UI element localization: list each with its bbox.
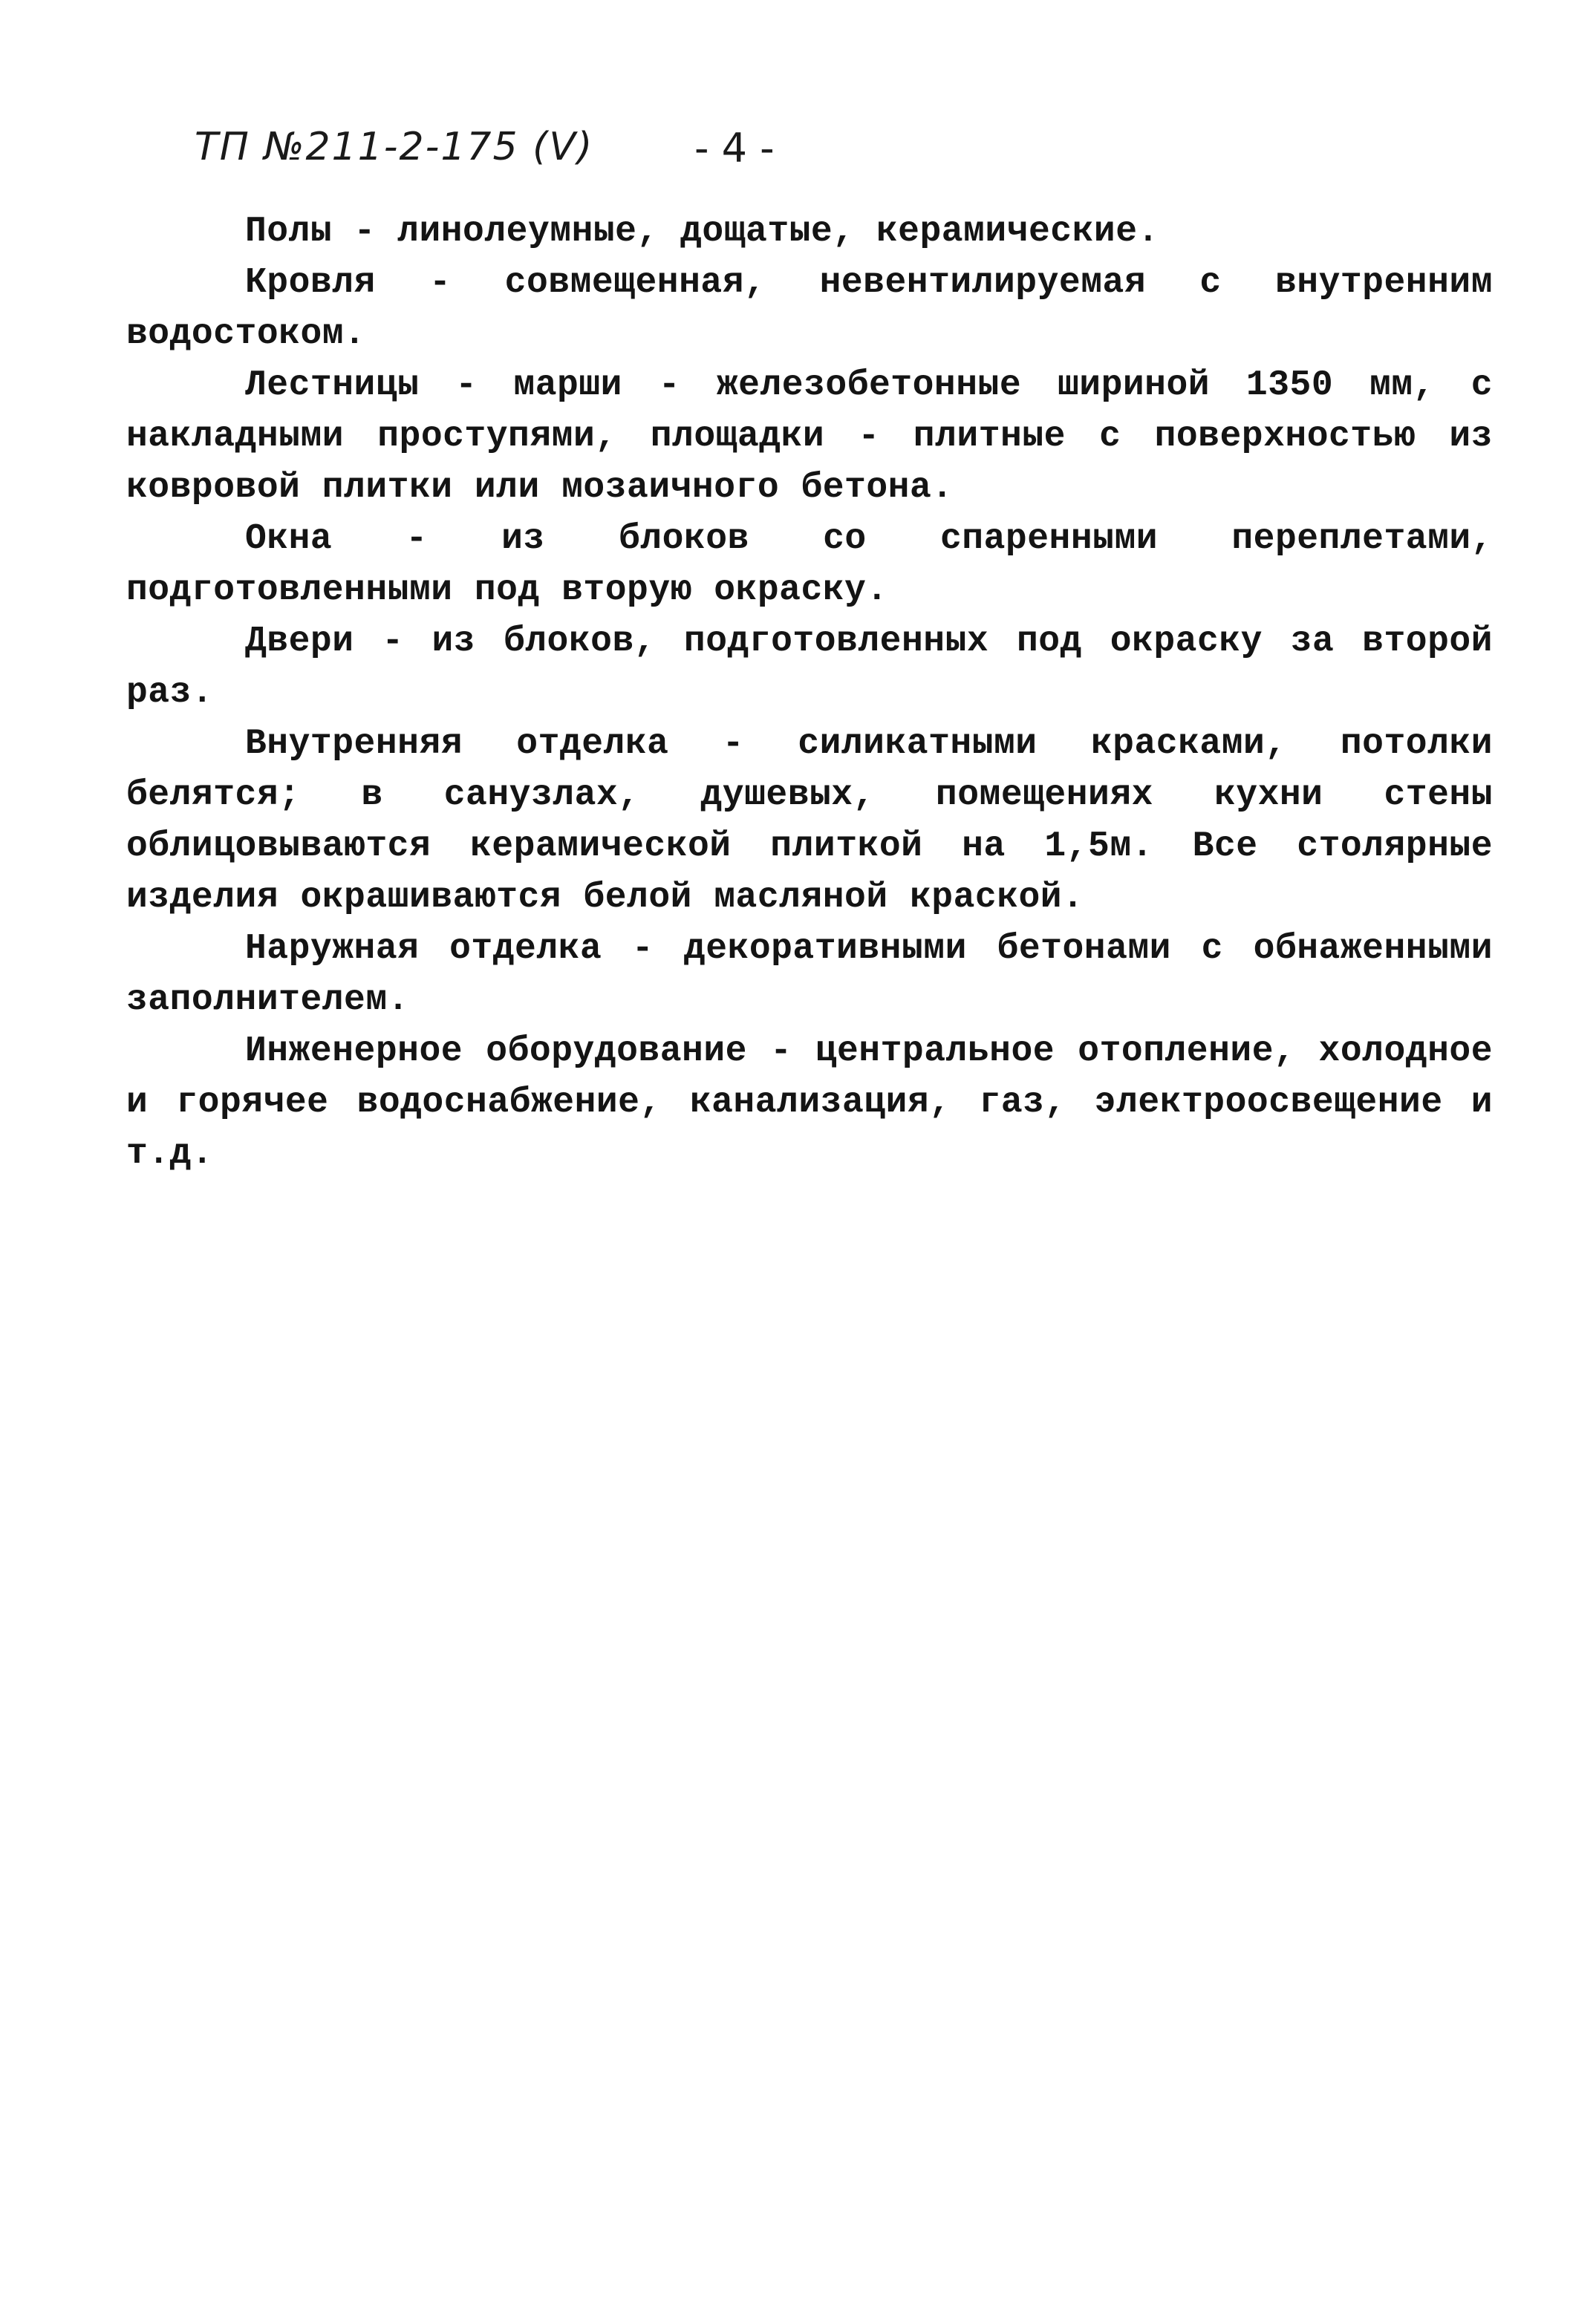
paragraph-doors: Двери - из блоков, подготовленных под окраску за второй раз. [126, 621, 1493, 713]
paragraph-floors: Полы - линолеумные, дощатые, керамические. [245, 212, 1159, 252]
paragraph-windows: Окна - из блоков со спаренными переплетами, подготовленными под вторую окраску. [126, 519, 1493, 610]
document-code: ТП №211-2-175 (V) [195, 125, 594, 169]
paragraph-engineering: Инженерное оборудование - центральное отопление, холодное и горячее водоснабжение, канализация, газ, электроосвещение и т.д. [126, 1031, 1493, 1174]
paragraph-roof: Кровля - совмещенная, невентилируемая с внутренним водостоком. [126, 263, 1493, 354]
paragraph-stairs: Лестницы - марши - железобетонные шириной 1350 мм, с накладными проступями, площадки - плитные с поверхностью из ковровой плитки или мозаичного бетона. [126, 365, 1493, 508]
paragraph-interior-finish: Внутренняя отделка - силикатными красками, потолки белятся; в санузлах, душевых, помещениях кухни стены облицовываются керамической плиткой на 1,5м. Все столярные изделия окрашиваются белой масляной краской. [126, 724, 1493, 918]
page-number: - 4 - [694, 125, 775, 172]
paragraph-exterior-finish: Наружная отделка - декоративными бетонами с обнаженными заполнителем. [126, 929, 1493, 1020]
document-body [126, 206, 1493, 1180]
